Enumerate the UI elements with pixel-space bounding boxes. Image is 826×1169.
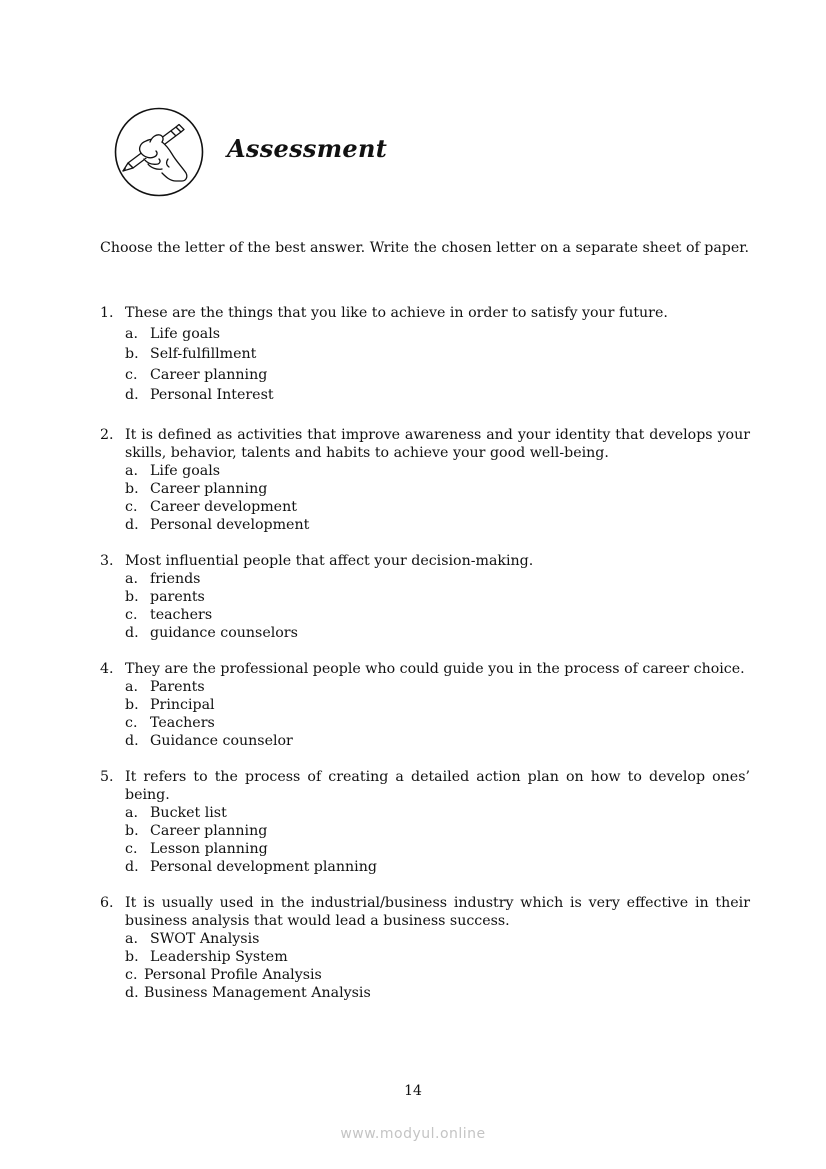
question-4 bbox=[100, 660, 750, 750]
question-2 bbox=[100, 426, 750, 534]
question-text: It refers to the process of creating a detailed action plan on how to develop ones’ being. bbox=[125, 768, 750, 803]
option-d bbox=[125, 984, 750, 1002]
option-a bbox=[125, 570, 750, 588]
option-letter: d. bbox=[125, 516, 139, 533]
option-c bbox=[125, 498, 750, 516]
option-text: Career planning bbox=[150, 366, 268, 383]
option-text: teachers bbox=[150, 606, 213, 623]
option-a bbox=[125, 324, 750, 345]
option-letter: d. bbox=[125, 387, 139, 403]
question-3 bbox=[100, 552, 750, 642]
option-a bbox=[125, 462, 750, 480]
option-c bbox=[125, 714, 750, 732]
option-text: Career development bbox=[150, 498, 297, 515]
option-a bbox=[125, 678, 750, 696]
option-letter: b. bbox=[125, 696, 139, 713]
option-list bbox=[125, 930, 750, 1002]
option-letter: a. bbox=[125, 804, 138, 821]
option-text: Parents bbox=[150, 678, 205, 695]
option-c bbox=[125, 365, 750, 386]
option-list bbox=[125, 804, 750, 876]
option-letter: b. bbox=[125, 346, 139, 362]
question-number: 4. bbox=[100, 660, 114, 677]
question-1 bbox=[100, 303, 750, 406]
question-number: 1. bbox=[100, 305, 114, 321]
option-b bbox=[125, 344, 750, 365]
option-b bbox=[125, 480, 750, 498]
option-text: Principal bbox=[150, 696, 215, 713]
option-text: Career planning bbox=[150, 480, 268, 497]
option-letter: b. bbox=[125, 948, 139, 965]
option-text: Life goals bbox=[150, 462, 221, 479]
option-text: Personal development planning bbox=[150, 858, 377, 875]
option-b bbox=[125, 822, 750, 840]
option-d bbox=[125, 858, 750, 876]
option-a bbox=[125, 804, 750, 822]
option-list bbox=[125, 570, 750, 642]
option-text: guidance counselors bbox=[150, 624, 298, 641]
question-text: Most influential people that affect your decision-making. bbox=[125, 552, 534, 569]
option-d bbox=[125, 385, 750, 406]
option-a bbox=[125, 930, 750, 948]
option-text: Teachers bbox=[150, 714, 215, 731]
option-list bbox=[125, 678, 750, 750]
page-title: Assessment bbox=[227, 134, 388, 163]
option-letter: b. bbox=[125, 588, 139, 605]
option-letter: d. bbox=[125, 858, 139, 875]
question-list bbox=[100, 303, 750, 1020]
hand-writing-with-pencil-icon bbox=[114, 107, 204, 197]
question-number: 2. bbox=[100, 426, 114, 443]
question-number: 5. bbox=[100, 768, 114, 785]
option-letter: a. bbox=[125, 678, 138, 695]
option-list bbox=[125, 462, 750, 534]
option-b bbox=[125, 948, 750, 966]
option-letter: d. bbox=[125, 624, 139, 641]
watermark: www.modyul.online bbox=[340, 1126, 486, 1142]
option-text: Personal development bbox=[150, 516, 310, 533]
question-text: These are the things that you like to achieve in order to satisfy your future. bbox=[125, 305, 668, 321]
option-text: Self-fulfillment bbox=[150, 346, 257, 362]
option-text: Lesson planning bbox=[150, 840, 268, 857]
question-text: It is usually used in the industrial/business industry which is very effective in their business analysis that would lead a business success. bbox=[125, 894, 750, 929]
option-letter: b. bbox=[125, 822, 139, 839]
option-letter: a. bbox=[125, 462, 138, 479]
option-text: Career planning bbox=[150, 822, 268, 839]
option-letter: a. bbox=[125, 325, 138, 342]
option-text: Business Management Analysis bbox=[144, 984, 371, 1001]
option-letter: c. bbox=[125, 840, 138, 857]
option-letter: c. bbox=[125, 366, 138, 383]
instructions: Choose the letter of the best answer. Write the chosen letter on a separate sheet of paper. bbox=[100, 240, 749, 256]
option-d bbox=[125, 624, 750, 642]
option-c bbox=[125, 840, 750, 858]
page-number: 14 bbox=[404, 1083, 422, 1099]
option-text: Leadership System bbox=[150, 948, 288, 965]
option-text: SWOT Analysis bbox=[150, 930, 260, 947]
question-5 bbox=[100, 768, 750, 876]
option-c bbox=[125, 966, 750, 984]
option-letter: c. bbox=[125, 606, 138, 623]
option-letter: b. bbox=[125, 480, 139, 497]
option-text: parents bbox=[150, 588, 205, 605]
option-text: Life goals bbox=[150, 325, 221, 342]
option-letter: a. bbox=[125, 570, 138, 587]
option-letter: c. bbox=[125, 714, 138, 731]
option-c bbox=[125, 606, 750, 624]
option-text: Personal Profile Analysis bbox=[144, 966, 322, 983]
option-letter: a. bbox=[125, 930, 138, 947]
question-text: They are the professional people who could guide you in the process of career choice. bbox=[125, 660, 745, 677]
option-letter: d. bbox=[125, 732, 139, 749]
question-number: 3. bbox=[100, 552, 114, 569]
question-text: It is defined as activities that improve awareness and your identity that develops your skills, behavior, talents and habits to achieve your good well-being. bbox=[125, 426, 750, 461]
option-d bbox=[125, 732, 750, 750]
question-number: 6. bbox=[100, 894, 114, 911]
option-text: Personal Interest bbox=[150, 387, 274, 403]
option-b bbox=[125, 696, 750, 714]
option-text: friends bbox=[150, 570, 201, 587]
option-d bbox=[125, 516, 750, 534]
option-text: Guidance counselor bbox=[150, 732, 293, 749]
question-6 bbox=[100, 894, 750, 1002]
option-b bbox=[125, 588, 750, 606]
option-letter: d. bbox=[125, 984, 139, 1001]
option-list bbox=[125, 324, 750, 406]
option-text: Bucket list bbox=[150, 804, 227, 821]
option-letter: c. bbox=[125, 966, 138, 983]
option-letter: c. bbox=[125, 498, 138, 515]
